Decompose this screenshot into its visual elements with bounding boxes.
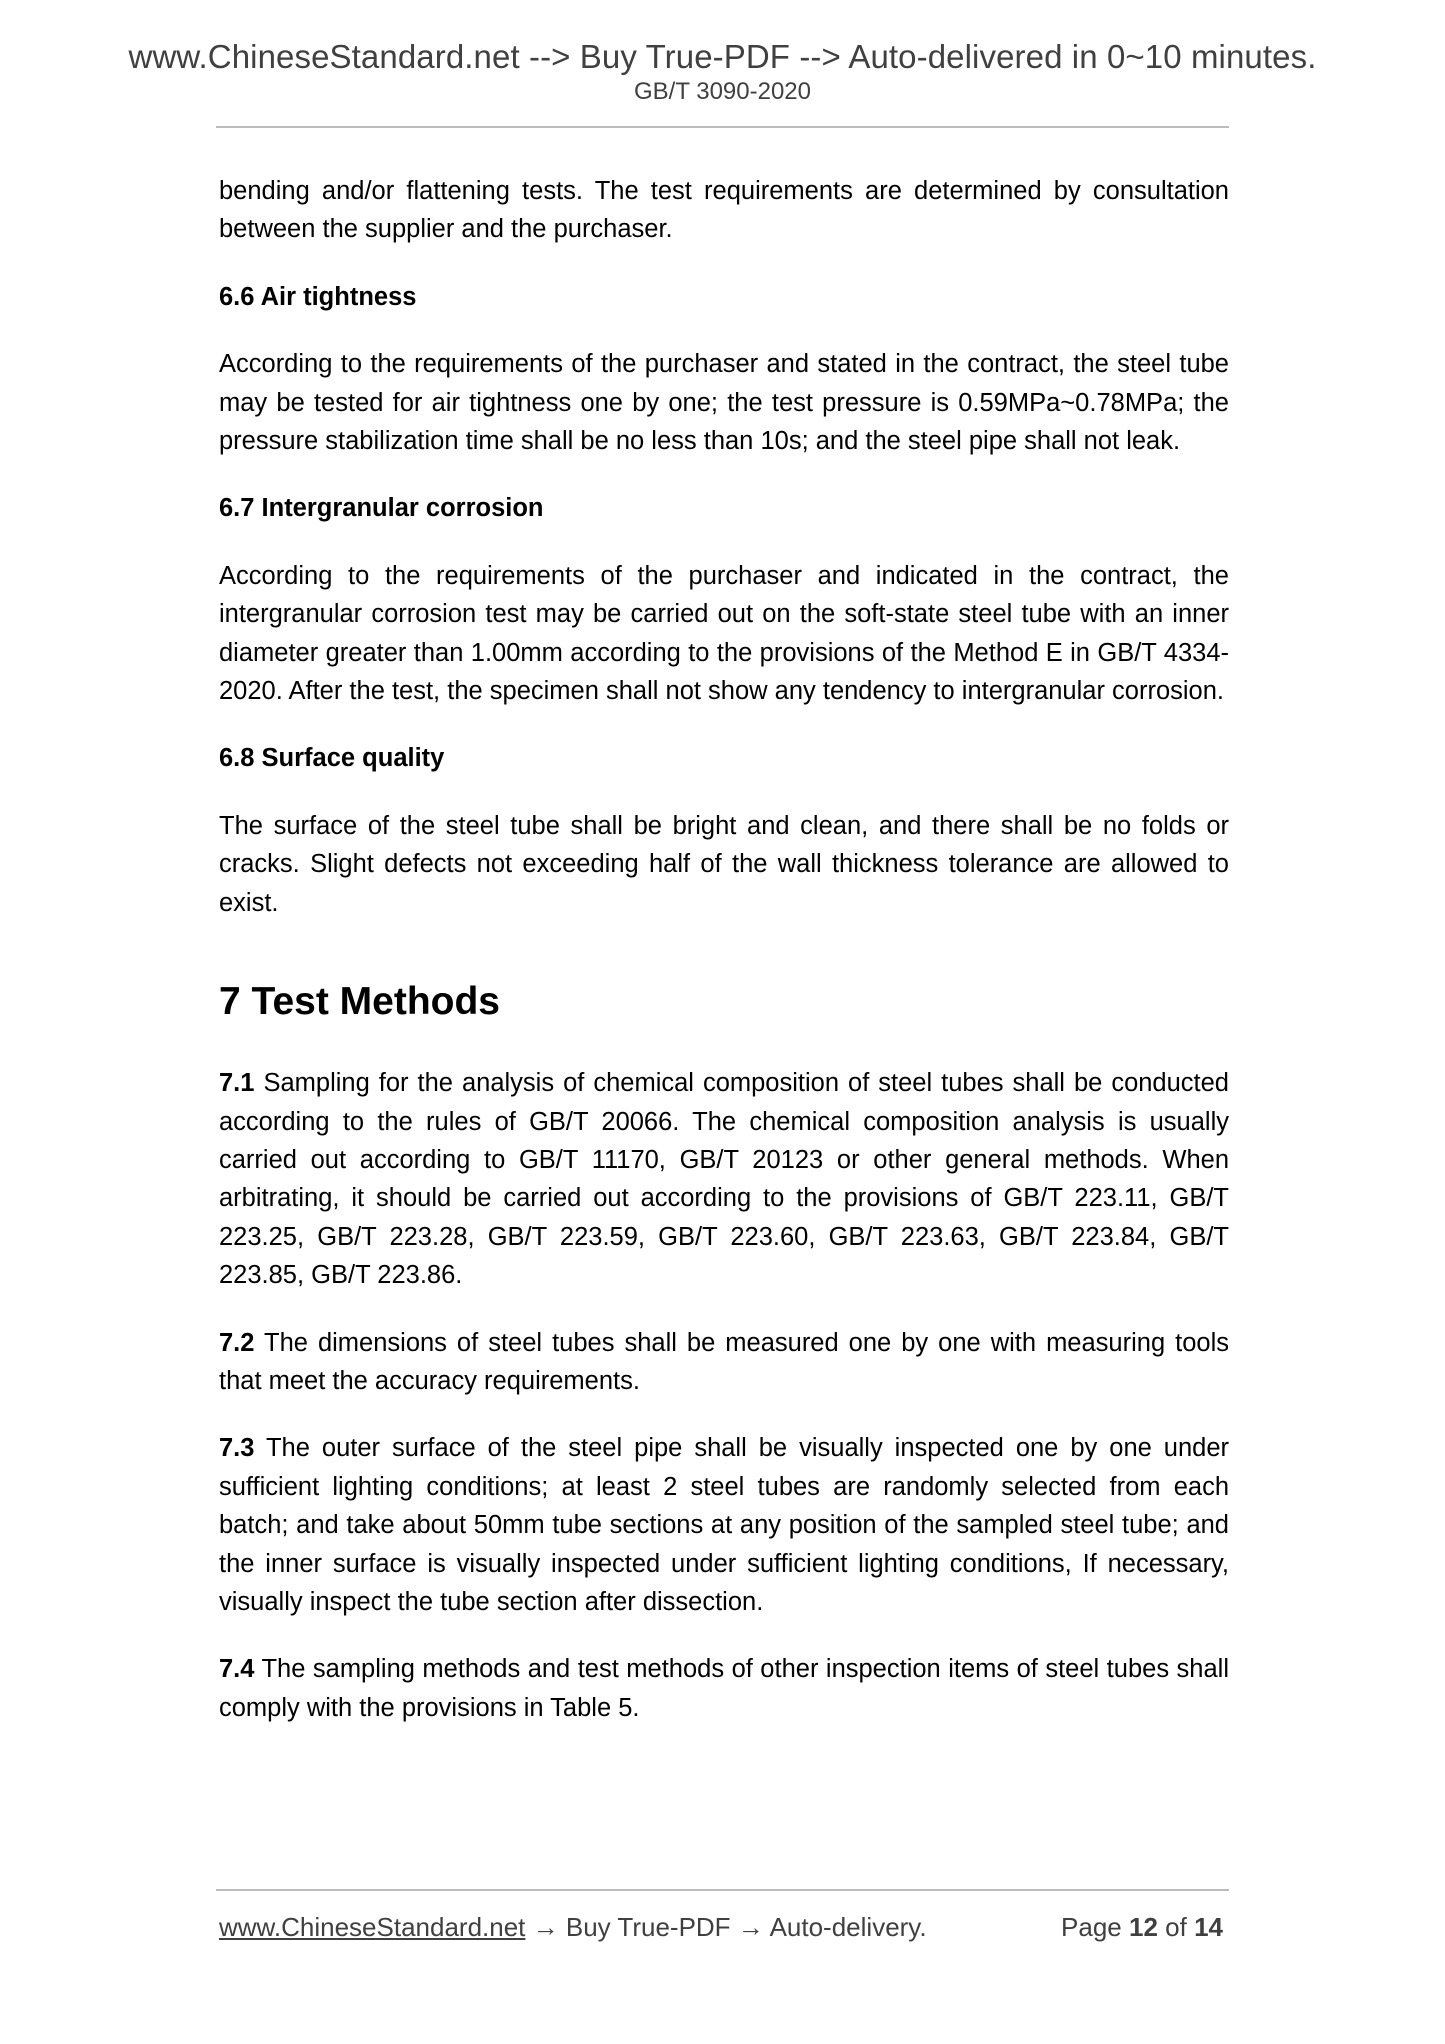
chapter-7-heading: 7 Test Methods bbox=[219, 980, 500, 1024]
page-current: 12 bbox=[1129, 1912, 1158, 1942]
page-total: 14 bbox=[1194, 1912, 1223, 1942]
footer-tagline: → Buy True-PDF → Auto-delivery. bbox=[525, 1912, 927, 1942]
page-label: Page bbox=[1061, 1912, 1122, 1942]
section-6-8-heading: 6.8 Surface quality bbox=[219, 744, 445, 773]
document-body bbox=[219, 172, 1229, 1756]
page-indicator bbox=[1061, 1912, 1223, 1943]
section-6-8-paragraph: The surface of the steel tube shall be bright and clean, and there shall be no folds or cracks. Slight defects not exceeding half of the wall thickness tolerance are allowed to exist. bbox=[219, 811, 1229, 917]
footer-site-link[interactable]: www.ChineseStandard.net bbox=[219, 1912, 526, 1942]
header-divider bbox=[216, 126, 1229, 128]
section-6-6-heading: 6.6 Air tightness bbox=[219, 282, 417, 311]
clause-7-4-number: 7.4 bbox=[219, 1655, 255, 1684]
clause-7-1-text: Sampling for the analysis of chemical composition of steel tubes shall be conducted according to the rules of GB/T 20066. The chemical composition analysis is usually carried out according to GB/T 11170, GB/T 20123 or other general methods. When arbitrating, it should be carried out according to the provisions of GB/T 223.11, GB/T 223.25, GB/T 223.28, GB/T 223.59, GB/T 223.60, GB/T 223.63, GB/T 223.84, GB/T 223.85, GB/T 223.86. bbox=[219, 1069, 1229, 1290]
site-banner: www.ChineseStandard.net --> Buy True-PDF --> Auto-delivered in 0~10 minutes. bbox=[128, 38, 1317, 75]
clause-7-2 bbox=[219, 1324, 1229, 1401]
footer-divider bbox=[216, 1889, 1229, 1891]
standard-code: GB/T 3090-2020 bbox=[633, 78, 811, 105]
clause-7-3 bbox=[219, 1429, 1229, 1621]
clause-7-1-number: 7.1 bbox=[219, 1069, 255, 1098]
clause-7-1 bbox=[219, 1064, 1229, 1294]
clause-7-4 bbox=[219, 1650, 1229, 1727]
section-6-7-heading: 6.7 Intergranular corrosion bbox=[219, 494, 544, 523]
clause-7-2-number: 7.2 bbox=[219, 1328, 255, 1357]
section-6-7-paragraph: According to the requirements of the purchaser and indicated in the contract, the intergranular corrosion test may be carried out on the soft-state steel tube with an inner diameter greater than 1.00mm according to the provisions of the Method E in GB/T 4334-2020. After the test, the specimen shall not show any tendency to intergranular corrosion. bbox=[219, 561, 1229, 706]
page-of: of bbox=[1165, 1912, 1187, 1942]
clause-7-2-text: The dimensions of steel tubes shall be measured one by one with measuring tools that meet the accuracy requirements. bbox=[219, 1328, 1229, 1395]
continuation-paragraph: bending and/or flattening tests. The test requirements are determined by consultation between the supplier and the purchaser. bbox=[219, 177, 1229, 244]
page-footer bbox=[219, 1912, 1229, 1943]
section-6-6-paragraph: According to the requirements of the purchaser and stated in the contract, the steel tube may be tested for air tightness one by one; the test pressure is 0.59MPa~0.78MPa; the pressure stabilization time shall be no less than 10s; and the steel pipe shall not leak. bbox=[219, 350, 1229, 456]
clause-7-4-text: The sampling methods and test methods of other inspection items of steel tubes shall comply with the provisions in Table 5. bbox=[219, 1655, 1229, 1722]
clause-7-3-text: The outer surface of the steel pipe shall be visually inspected one by one under sufficient lighting conditions; at least 2 steel tubes are randomly selected from each batch; and take about 50mm tube sections at any position of the sampled steel tube; and the inner surface is visually inspected under sufficient lighting conditions, If necessary, visually inspect the tube section after dissection. bbox=[219, 1434, 1230, 1616]
clause-7-3-number: 7.3 bbox=[219, 1434, 255, 1463]
